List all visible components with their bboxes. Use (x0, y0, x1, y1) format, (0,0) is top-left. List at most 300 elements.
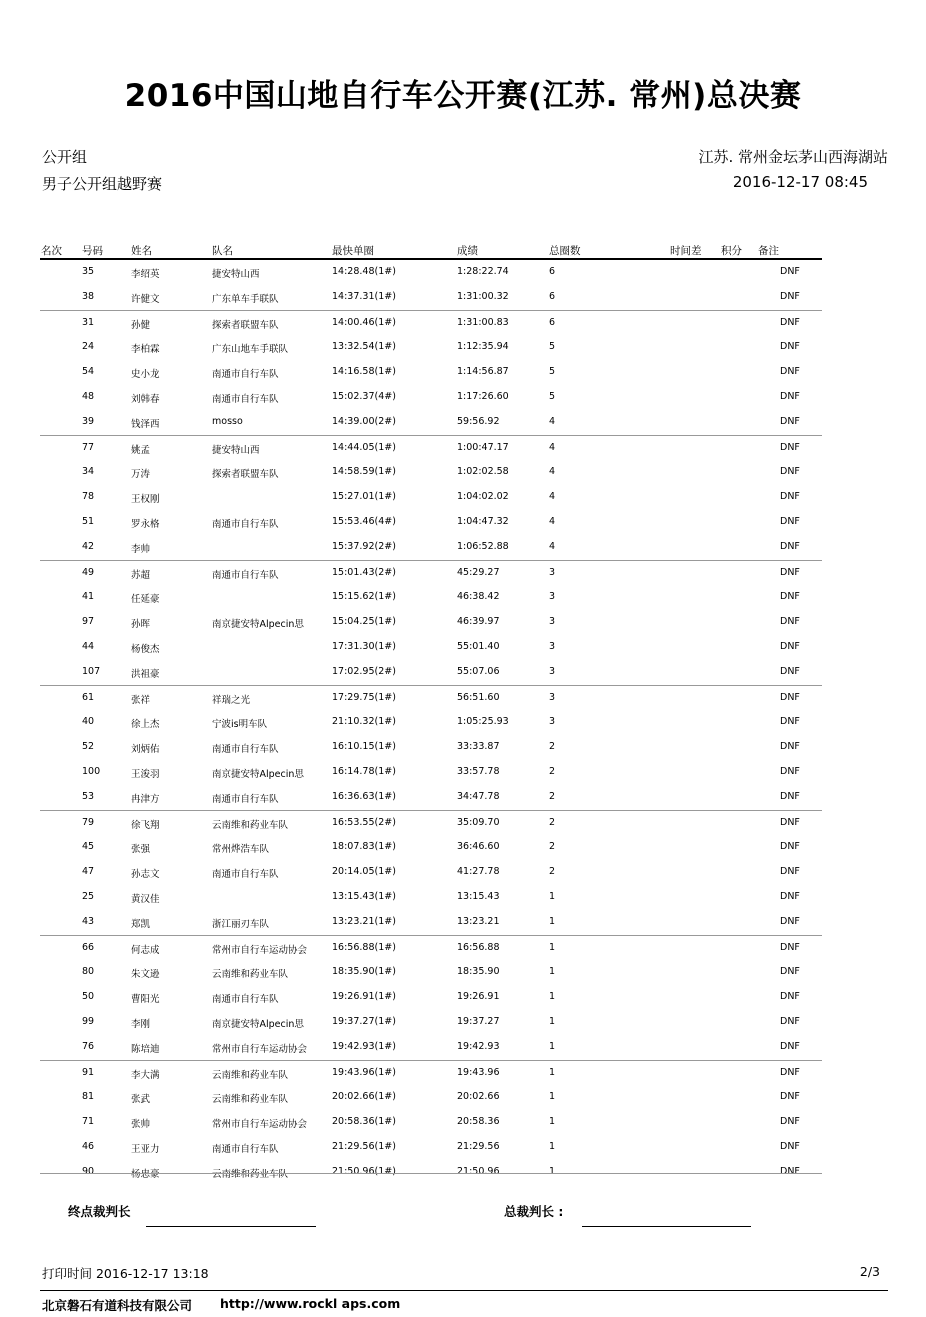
table-row (40, 835, 822, 860)
cell-note: DNF (780, 616, 800, 628)
cell-laps: 1 (549, 890, 556, 902)
cell-note: DNF (780, 491, 800, 503)
col-name: 姓名 (131, 245, 152, 257)
table-row (40, 685, 822, 711)
finish-judge-label: 终点裁判长 (68, 1204, 131, 1219)
cell-name: 陈培迪 (131, 1043, 160, 1055)
cell-bib: 50 (82, 991, 95, 1003)
cell-fastest: 14:37.31(1#) (332, 290, 396, 302)
page-number: 2/3 (859, 1264, 880, 1279)
cell-bib: 25 (82, 890, 95, 902)
cell-fastest: 15:02.37(4#) (332, 390, 396, 402)
table-row (40, 810, 822, 836)
table-row (40, 860, 822, 885)
cell-team: 南通市自行车队 (212, 518, 279, 530)
datetime-label: 2016-12-17 08:45 (732, 173, 868, 191)
cell-result: 33:33.87 (457, 741, 500, 753)
footer-rule (40, 1290, 888, 1291)
table-row (40, 385, 822, 410)
cell-note: DNF (780, 1116, 800, 1128)
cell-fastest: 15:27.01(1#) (332, 491, 396, 503)
cell-result: 1:05:25.93 (457, 716, 509, 728)
results-table (40, 260, 822, 1184)
cell-name: 钱泽西 (131, 418, 160, 430)
cell-note: DNF (780, 991, 800, 1003)
cell-note: DNF (780, 741, 800, 753)
table-row (40, 735, 822, 760)
cell-bib: 97 (82, 616, 95, 628)
table-row (40, 760, 822, 785)
cell-laps: 3 (549, 691, 556, 703)
cell-laps: 1 (549, 915, 556, 927)
cell-result: 33:57.78 (457, 765, 500, 777)
cell-fastest: 16:36.63(1#) (332, 790, 396, 802)
cell-result: 13:15.43 (457, 890, 500, 902)
cell-name: 罗永格 (131, 518, 160, 530)
cell-fastest: 18:07.83(1#) (332, 841, 396, 853)
chief-judge-label: 总裁判长 : (504, 1204, 564, 1219)
cell-name: 朱文逊 (131, 969, 160, 981)
cell-laps: 5 (549, 390, 556, 402)
cell-bib: 77 (82, 441, 95, 453)
company-url[interactable]: http://www.rockl aps.com (220, 1296, 401, 1311)
cell-note: DNF (780, 966, 800, 978)
cell-laps: 6 (549, 316, 556, 328)
cell-bib: 45 (82, 841, 95, 853)
cell-bib: 42 (82, 540, 95, 552)
cell-team: mosso (212, 415, 243, 427)
cell-fastest: 15:53.46(4#) (332, 515, 396, 527)
cell-bib: 99 (82, 1015, 95, 1027)
cell-laps: 1 (549, 941, 556, 953)
cell-name: 万涛 (131, 469, 151, 481)
cell-note: DNF (780, 1040, 800, 1052)
col-gap: 时间差 (670, 245, 702, 257)
cell-result: 19:43.96 (457, 1066, 500, 1078)
cell-laps: 5 (549, 341, 556, 353)
cell-note: DNF (780, 941, 800, 953)
cell-result: 18:35.90 (457, 966, 500, 978)
cell-bib: 35 (82, 266, 95, 277)
cell-name: 张帅 (131, 1119, 151, 1131)
cell-team: 云南维和药业车队 (212, 969, 289, 981)
cell-fastest: 13:32.54(1#) (332, 341, 396, 353)
table-row (40, 335, 822, 360)
cell-fastest: 16:56.88(1#) (332, 941, 396, 953)
cell-result: 1:31:00.32 (457, 290, 509, 302)
cell-fastest: 15:15.62(1#) (332, 591, 396, 603)
cell-fastest: 21:29.56(1#) (332, 1140, 396, 1152)
table-row (40, 910, 822, 935)
cell-name: 史小龙 (131, 369, 160, 381)
cell-result: 34:47.78 (457, 790, 500, 802)
cell-laps: 2 (549, 790, 556, 802)
cell-bib: 39 (82, 415, 95, 427)
cell-result: 1:00:47.17 (457, 441, 509, 453)
cell-note: DNF (780, 1140, 800, 1152)
cell-laps: 3 (549, 716, 556, 728)
cell-bib: 66 (82, 941, 95, 953)
cell-note: DNF (780, 841, 800, 853)
table-row (40, 485, 822, 510)
cell-team: 广东单车手联队 (212, 293, 279, 305)
cell-note: DNF (780, 716, 800, 728)
cell-laps: 4 (549, 540, 556, 552)
cell-laps: 3 (549, 665, 556, 677)
cell-laps: 3 (549, 640, 556, 652)
cell-fastest: 14:16.58(1#) (332, 366, 396, 378)
cell-name: 李大满 (131, 1069, 160, 1081)
cell-note: DNF (780, 466, 800, 478)
cell-laps: 2 (549, 866, 556, 878)
cell-bib: 78 (82, 491, 95, 503)
cell-laps: 1 (549, 1116, 556, 1128)
cell-fastest: 16:53.55(2#) (332, 816, 396, 828)
table-row (40, 460, 822, 485)
cell-fastest: 20:14.05(1#) (332, 866, 396, 878)
cell-result: 55:07.06 (457, 665, 500, 677)
cell-fastest: 14:28.48(1#) (332, 266, 396, 277)
cell-team: 南通市自行车队 (212, 994, 279, 1006)
cell-name: 郑凯 (131, 918, 151, 930)
cell-name: 何志成 (131, 944, 160, 956)
col-rank: 名次 (41, 245, 62, 257)
cell-result: 36:46.60 (457, 841, 500, 853)
cell-name: 许健文 (131, 293, 160, 305)
col-team: 队名 (212, 245, 233, 257)
cell-laps: 4 (549, 515, 556, 527)
cell-name: 张强 (131, 844, 151, 856)
cell-result: 45:29.27 (457, 566, 500, 578)
cell-name: 李绍英 (131, 269, 160, 280)
cell-fastest: 14:44.05(1#) (332, 441, 396, 453)
cell-team: 南京捷安特Alpecin思 (212, 619, 304, 631)
cell-bib: 61 (82, 691, 95, 703)
cell-bib: 100 (82, 765, 101, 777)
cell-fastest: 20:02.66(1#) (332, 1091, 396, 1103)
cell-result: 1:06:52.88 (457, 540, 509, 552)
table-row (40, 560, 822, 586)
cell-name: 黄汉佳 (131, 893, 160, 905)
cell-note: DNF (780, 1165, 800, 1177)
col-points: 积分 (721, 245, 742, 257)
table-row (40, 1060, 822, 1086)
chief-judge-signature-line (582, 1226, 751, 1227)
cell-laps: 2 (549, 841, 556, 853)
cell-fastest: 19:42.93(1#) (332, 1040, 396, 1052)
cell-bib: 41 (82, 591, 95, 603)
cell-bib: 24 (82, 341, 95, 353)
cell-laps: 2 (549, 741, 556, 753)
cell-laps: 3 (549, 566, 556, 578)
cell-name: 洪祖豪 (131, 668, 160, 680)
cell-team: 常州烨浩车队 (212, 844, 270, 856)
cell-bib: 49 (82, 566, 95, 578)
cell-note: DNF (780, 1015, 800, 1027)
cell-laps: 2 (549, 765, 556, 777)
table-row (40, 410, 822, 435)
table-row (40, 785, 822, 810)
cell-note: DNF (780, 765, 800, 777)
cell-name: 王权刚 (131, 494, 160, 506)
table-row (40, 985, 822, 1010)
cell-result: 55:01.40 (457, 640, 500, 652)
cell-note: DNF (780, 1066, 800, 1078)
cell-note: DNF (780, 890, 800, 902)
table-row (40, 1135, 822, 1160)
cell-fastest: 13:23.21(1#) (332, 915, 396, 927)
cell-bib: 38 (82, 290, 95, 302)
cell-team: 南通市自行车队 (212, 744, 279, 756)
cell-note: DNF (780, 915, 800, 927)
cell-note: DNF (780, 1091, 800, 1103)
cell-fastest: 17:29.75(1#) (332, 691, 396, 703)
cell-name: 苏超 (131, 569, 151, 581)
cell-note: DNF (780, 366, 800, 378)
cell-bib: 90 (82, 1165, 95, 1177)
cell-team: 祥瑞之光 (212, 694, 251, 706)
cell-result: 1:04:02.02 (457, 491, 509, 503)
cell-result: 1:31:00.83 (457, 316, 509, 328)
cell-laps: 1 (549, 1015, 556, 1027)
cell-fastest: 16:10.15(1#) (332, 741, 396, 753)
category-label: 公开组 (42, 148, 88, 166)
cell-note: DNF (780, 316, 800, 328)
cell-team: 南通市自行车队 (212, 1143, 279, 1155)
cell-bib: 71 (82, 1116, 95, 1128)
cell-team: 南京捷安特Alpecin思 (212, 1018, 304, 1030)
cell-result: 1:28:22.74 (457, 266, 509, 277)
cell-name: 徐飞翔 (131, 819, 160, 831)
cell-bib: 40 (82, 716, 95, 728)
cell-note: DNF (780, 591, 800, 603)
cell-laps: 4 (549, 415, 556, 427)
cell-name: 曹阳光 (131, 994, 160, 1006)
race-label: 男子公开组越野赛 (42, 175, 163, 193)
cell-laps: 1 (549, 1140, 556, 1152)
cell-team: 南通市自行车队 (212, 869, 279, 881)
table-row (40, 510, 822, 535)
cell-fastest: 13:15.43(1#) (332, 890, 396, 902)
cell-laps: 1 (549, 1091, 556, 1103)
cell-fastest: 14:00.46(1#) (332, 316, 396, 328)
cell-laps: 1 (549, 966, 556, 978)
cell-result: 21:50.96 (457, 1165, 500, 1177)
cell-note: DNF (780, 640, 800, 652)
cell-bib: 81 (82, 1091, 95, 1103)
cell-bib: 91 (82, 1066, 95, 1078)
cell-name: 王浚羽 (131, 768, 160, 780)
cell-laps: 6 (549, 266, 556, 277)
page-title: 2016中国山地自行车公开赛(江苏. 常州)总决赛 (124, 78, 802, 114)
cell-fastest: 15:04.25(1#) (332, 616, 396, 628)
cell-result: 20:58.36 (457, 1116, 500, 1128)
cell-name: 张武 (131, 1094, 151, 1106)
table-bottom-rule (40, 1173, 822, 1174)
cell-team: 常州市自行车运动协会 (212, 1043, 308, 1055)
table-row (40, 1085, 822, 1110)
cell-result: 19:37.27 (457, 1015, 500, 1027)
cell-team: 常州市自行车运动协会 (212, 1119, 308, 1131)
cell-note: DNF (780, 691, 800, 703)
table-row (40, 260, 822, 285)
cell-team: 南通市自行车队 (212, 793, 279, 805)
cell-fastest: 19:43.96(1#) (332, 1066, 396, 1078)
cell-note: DNF (780, 665, 800, 677)
table-row (40, 585, 822, 610)
cell-bib: 31 (82, 316, 95, 328)
cell-result: 1:12:35.94 (457, 341, 509, 353)
col-result: 成绩 (457, 245, 478, 257)
cell-name: 任延豪 (131, 594, 160, 606)
cell-team: 捷安特山西 (212, 444, 260, 456)
cell-bib: 48 (82, 390, 95, 402)
cell-result: 41:27.78 (457, 866, 500, 878)
cell-fastest: 20:58.36(1#) (332, 1116, 396, 1128)
cell-fastest: 17:02.95(2#) (332, 665, 396, 677)
cell-laps: 4 (549, 466, 556, 478)
cell-name: 孙晖 (131, 619, 151, 631)
cell-team: 云南维和药业车队 (212, 819, 289, 831)
table-row (40, 360, 822, 385)
table-row (40, 435, 822, 461)
cell-result: 16:56.88 (457, 941, 500, 953)
cell-result: 1:04:47.32 (457, 515, 509, 527)
cell-result: 1:14:56.87 (457, 366, 509, 378)
venue-label: 江苏. 常州金坛茅山西海湖站 (698, 148, 888, 166)
cell-team: 探索者联盟车队 (212, 469, 279, 481)
cell-bib: 44 (82, 640, 95, 652)
cell-name: 张祥 (131, 694, 151, 706)
cell-note: DNF (780, 566, 800, 578)
cell-team: 南通市自行车队 (212, 393, 279, 405)
table-header (40, 243, 822, 260)
table-row (40, 710, 822, 735)
finish-judge-signature-line (146, 1226, 316, 1227)
table-row (40, 960, 822, 985)
cell-team: 捷安特山西 (212, 269, 260, 280)
cell-name: 孙志文 (131, 869, 160, 881)
cell-fastest: 14:58.59(1#) (332, 466, 396, 478)
col-bib: 号码 (82, 245, 103, 257)
table-row (40, 1010, 822, 1035)
table-row (40, 1035, 822, 1060)
cell-bib: 51 (82, 515, 95, 527)
cell-name: 李帅 (131, 543, 151, 555)
cell-laps: 1 (549, 991, 556, 1003)
cell-note: DNF (780, 441, 800, 453)
cell-bib: 43 (82, 915, 95, 927)
col-note: 备注 (758, 245, 779, 257)
cell-name: 冉津方 (131, 793, 160, 805)
cell-team: 广东山地车手联队 (212, 344, 289, 356)
table-row (40, 285, 822, 310)
cell-name: 刘韩春 (131, 393, 160, 405)
table-row (40, 310, 822, 336)
cell-laps: 2 (549, 816, 556, 828)
cell-laps: 6 (549, 290, 556, 302)
cell-team: 南通市自行车队 (212, 569, 279, 581)
cell-laps: 5 (549, 366, 556, 378)
cell-note: DNF (780, 790, 800, 802)
table-row (40, 660, 822, 685)
cell-note: DNF (780, 515, 800, 527)
cell-result: 19:42.93 (457, 1040, 500, 1052)
table-row (40, 935, 822, 961)
cell-laps: 4 (549, 441, 556, 453)
cell-note: DNF (780, 341, 800, 353)
cell-result: 21:29.56 (457, 1140, 500, 1152)
cell-result: 20:02.66 (457, 1091, 500, 1103)
table-row (40, 610, 822, 635)
cell-result: 19:26.91 (457, 991, 500, 1003)
table-row (40, 1110, 822, 1135)
cell-note: DNF (780, 415, 800, 427)
cell-name: 刘炳佑 (131, 744, 160, 756)
cell-bib: 34 (82, 466, 95, 478)
cell-laps: 3 (549, 616, 556, 628)
cell-name: 孙健 (131, 319, 151, 331)
cell-fastest: 21:50.96(1#) (332, 1165, 396, 1177)
cell-team: 云南维和药业车队 (212, 1094, 289, 1106)
cell-name: 杨忠豪 (131, 1168, 160, 1180)
cell-bib: 53 (82, 790, 95, 802)
table-row (40, 535, 822, 560)
cell-note: DNF (780, 390, 800, 402)
company-name: 北京磐石有道科技有限公司 (42, 1298, 193, 1313)
cell-team: 探索者联盟车队 (212, 319, 279, 331)
cell-name: 李刚 (131, 1018, 151, 1030)
cell-result: 35:09.70 (457, 816, 500, 828)
cell-note: DNF (780, 816, 800, 828)
cell-bib: 79 (82, 816, 95, 828)
cell-team: 南通市自行车队 (212, 369, 279, 381)
cell-bib: 76 (82, 1040, 95, 1052)
col-laps: 总圈数 (549, 245, 581, 257)
cell-name: 徐上杰 (131, 719, 160, 731)
cell-team: 浙江丽刃车队 (212, 918, 270, 930)
cell-note: DNF (780, 266, 800, 277)
cell-team: 宁波is明车队 (212, 719, 268, 731)
cell-fastest: 15:01.43(2#) (332, 566, 396, 578)
cell-name: 姚孟 (131, 444, 151, 456)
cell-fastest: 18:35.90(1#) (332, 966, 396, 978)
table-row (40, 635, 822, 660)
cell-bib: 80 (82, 966, 95, 978)
cell-bib: 47 (82, 866, 95, 878)
cell-team: 云南维和药业车队 (212, 1168, 289, 1180)
cell-bib: 107 (82, 665, 101, 677)
cell-name: 王亚力 (131, 1143, 160, 1155)
cell-result: 46:38.42 (457, 591, 500, 603)
cell-laps: 1 (549, 1165, 556, 1177)
col-fastest: 最快单圈 (332, 245, 374, 257)
cell-result: 1:02:02.58 (457, 466, 509, 478)
cell-result: 56:51.60 (457, 691, 500, 703)
cell-bib: 54 (82, 366, 95, 378)
table-row (40, 885, 822, 910)
cell-note: DNF (780, 540, 800, 552)
cell-fastest: 14:39.00(2#) (332, 415, 396, 427)
cell-result: 46:39.97 (457, 616, 500, 628)
cell-team: 南京捷安特Alpecin思 (212, 768, 304, 780)
cell-fastest: 19:37.27(1#) (332, 1015, 396, 1027)
cell-fastest: 15:37.92(2#) (332, 540, 396, 552)
cell-laps: 4 (549, 491, 556, 503)
cell-result: 59:56.92 (457, 415, 500, 427)
cell-note: DNF (780, 866, 800, 878)
cell-name: 李柏霖 (131, 344, 160, 356)
